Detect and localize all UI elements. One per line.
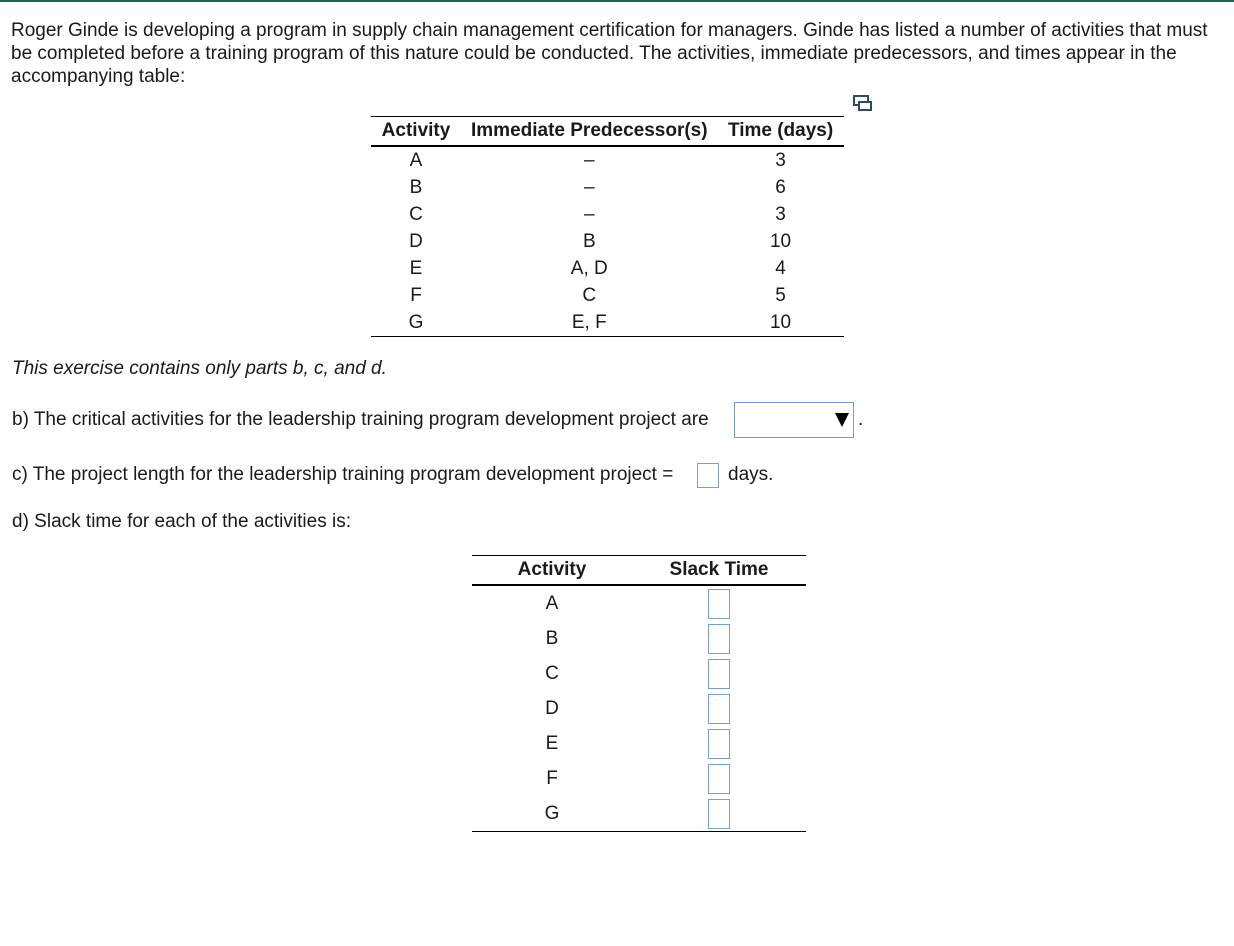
slack-cell (632, 761, 806, 796)
table-row (472, 691, 806, 726)
table-row (371, 201, 844, 228)
critical-activities-dropdown[interactable] (734, 402, 854, 438)
time-cell: 10 (718, 309, 844, 337)
slack-cell (632, 585, 806, 621)
problem-statement: Roger Ginde is developing a program in supply chain management certification for managers. Ginde has listed a number of activities that must be completed before a training program of this nature could be conducted. The activities, immediate predecessors, and times appear in the accompanying table: (11, 20, 1208, 87)
activity-cell: G (371, 309, 461, 337)
activity-cell: C (545, 662, 559, 684)
activity-cell: B (409, 176, 423, 198)
table-row (472, 726, 806, 761)
header-activity: Activity (472, 556, 632, 586)
slack-input-g[interactable] (708, 799, 730, 829)
slack-input-b[interactable] (708, 624, 730, 654)
table-row (472, 585, 806, 621)
activity-cell: G (472, 796, 632, 832)
activity-cell: F (410, 284, 422, 306)
time-cell: 4 (775, 257, 786, 279)
slack-input-a[interactable] (708, 589, 730, 619)
table-row (371, 255, 844, 282)
question-c-text: c) The project length for the leadership training program development project = (12, 464, 674, 485)
table-row (371, 174, 844, 201)
project-length-input[interactable] (697, 463, 719, 488)
activity-cell: E (409, 257, 423, 279)
top-rule (0, 0, 1234, 2)
slack-cell (632, 726, 806, 761)
table-row (371, 146, 844, 174)
table-row (371, 309, 844, 337)
header-predecessors: Immediate Predecessor(s) (461, 117, 718, 147)
time-cell: 5 (775, 284, 786, 306)
header-time: Time (days) (718, 117, 844, 147)
activity-cell: A (545, 592, 559, 614)
header-slack-time: Slack Time (632, 556, 806, 586)
activity-cell: A (409, 149, 423, 171)
dropdown-arrow-icon (835, 413, 849, 427)
header-activity: Activity (371, 117, 461, 147)
time-cell: 6 (775, 176, 786, 198)
table-row (472, 796, 806, 832)
activity-cell: D (409, 230, 423, 252)
slack-cell (632, 796, 806, 832)
copy-table-icon[interactable] (852, 94, 874, 112)
exercise-note: This exercise contains only parts b, c, and d. (12, 358, 387, 379)
slack-time-table (472, 555, 806, 832)
predecessor-cell: E, F (461, 309, 718, 337)
slack-cell (632, 656, 806, 691)
slack-table-header (472, 556, 806, 586)
table-row (472, 656, 806, 691)
predecessor-cell: – (583, 149, 595, 171)
table-row (472, 761, 806, 796)
question-b-text: b) The critical activities for the leadership training program development project are (12, 409, 709, 430)
time-cell: 3 (775, 203, 786, 225)
predecessor-cell: B (582, 230, 596, 252)
time-cell: 3 (775, 149, 786, 171)
predecessor-cell: – (583, 176, 595, 198)
activity-cell: C (409, 203, 423, 225)
days-unit-label: days. (728, 464, 774, 485)
slack-input-e[interactable] (708, 729, 730, 759)
time-cell: 10 (769, 230, 792, 252)
predecessor-cell: – (583, 203, 595, 225)
activity-cell: B (545, 627, 559, 649)
activity-cell: E (545, 732, 559, 754)
slack-input-c[interactable] (708, 659, 730, 689)
activity-cell: F (546, 767, 558, 789)
activity-table-header (371, 117, 844, 147)
activity-table (371, 116, 844, 337)
table-row (472, 621, 806, 656)
predecessor-cell: C (582, 284, 597, 306)
question-d-text: d) Slack time for each of the activities is: (12, 511, 351, 532)
question-b-period: . (858, 409, 864, 430)
slack-input-d[interactable] (708, 694, 730, 724)
table-row (371, 282, 844, 309)
table-row (371, 228, 844, 255)
activity-cell: D (545, 697, 559, 719)
slack-cell (632, 691, 806, 726)
slack-input-f[interactable] (708, 764, 730, 794)
slack-cell (632, 621, 806, 656)
predecessor-cell: A, D (570, 257, 608, 279)
